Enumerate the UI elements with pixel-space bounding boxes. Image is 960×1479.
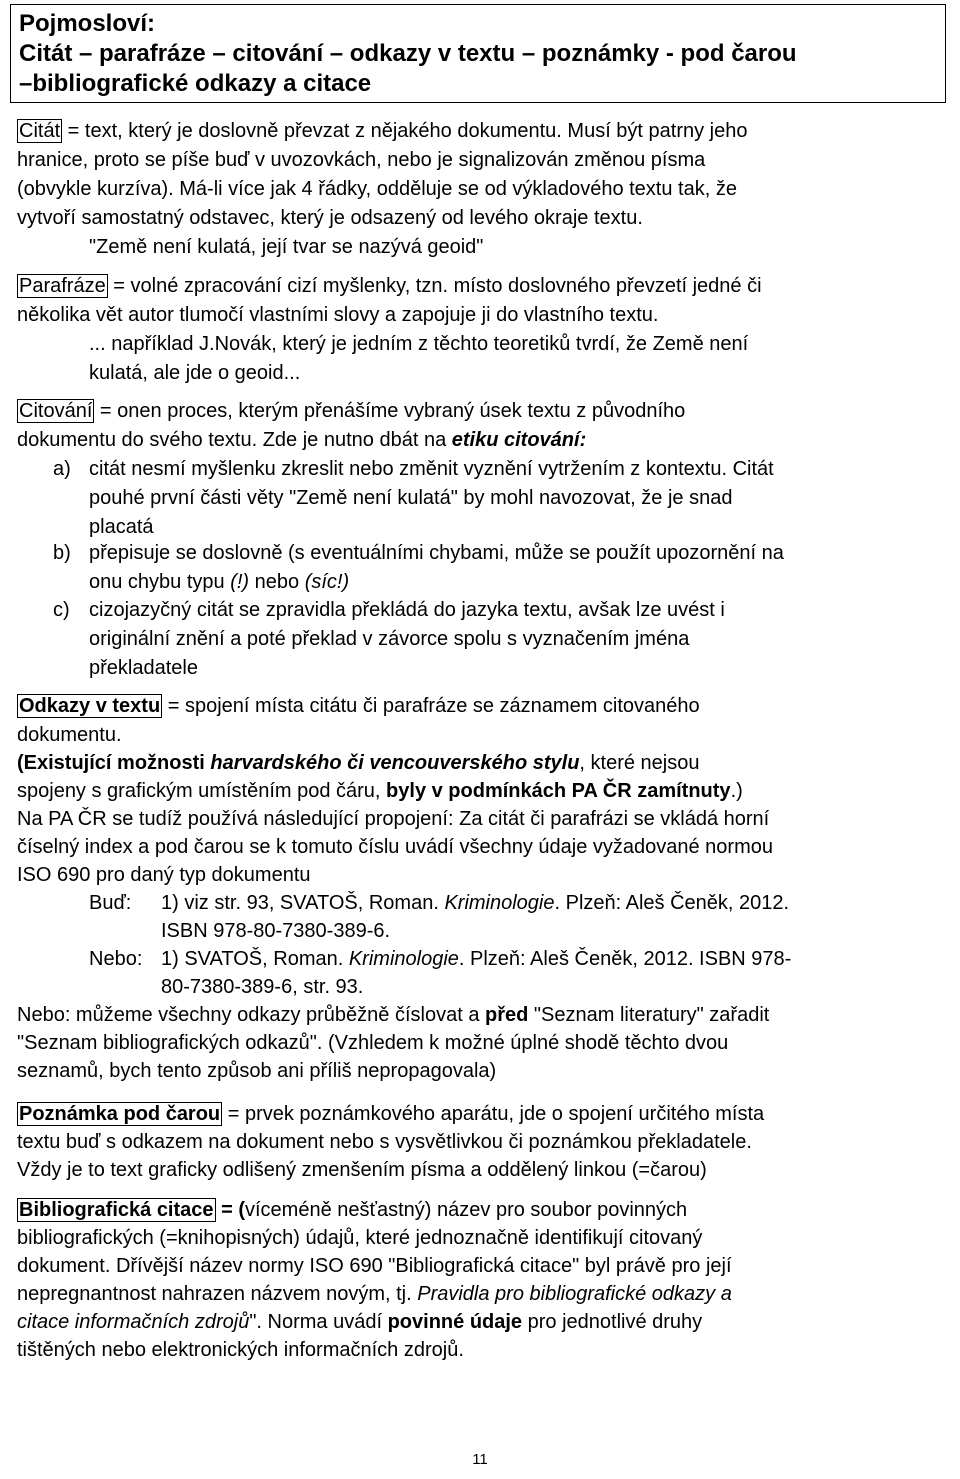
bibl-line-4: nepregnantnost nahrazen názvem novým, tj. Pravidla pro bibliografické odkazy a [17, 1283, 732, 1305]
odkazy-more-2: "Seznam bibliografických odkazů". (Vzhledem k možné úplné shodě těchto dvou [17, 1032, 729, 1054]
item-b-line-2: onu chybu typu (!) nebo (síc!) [89, 571, 350, 593]
list-marker-b: b) [53, 542, 71, 564]
odkazy-line-2: dokumentu. [17, 724, 122, 746]
term-citat: Citát [19, 120, 61, 142]
odkazy-line-1: Odkazy v textu = spojení místa citátu či parafráze se záznamem citovaného [19, 695, 700, 717]
odkazy-more-1: Nebo: můžeme všechny odkazy průběžně číslovat a před "Seznam literatury" zařadit [17, 1004, 770, 1026]
term-parafraze: Parafráze [19, 275, 106, 297]
list-marker-c: c) [53, 599, 70, 621]
odkazy-line-6: číselný index a pod čarou se k tomuto číslu uvádí všechny údaje vyžadované normou [17, 836, 773, 858]
poznamka-line-3: Vždy je to text graficky odlišený zmenšením písma a oddělený linkou (=čarou) [17, 1159, 707, 1181]
title-box [10, 4, 946, 103]
bud-label: Buď: [89, 892, 132, 914]
term-odkazy: Odkazy v textu [19, 695, 161, 717]
citovani-line-1: Citování = onen proces, kterým přenášíme vybraný úsek textu z původního [19, 400, 686, 422]
nebo-label: Nebo: [89, 948, 143, 970]
odkazy-more-3: seznamů, bych tento způsob ani příliš nepropagovala) [17, 1060, 497, 1082]
bibl-line-3: dokument. Dřívější název normy ISO 690 "Bibliografická citace" byl právě pro její [17, 1255, 732, 1277]
item-c-line-3: překladatele [89, 657, 198, 679]
list-marker-a: a) [53, 458, 71, 480]
citat-line-1: Citát = text, který je doslovně převzat z nějakého dokumentu. Musí být patrny jeho [19, 120, 748, 142]
parafraze-line-2: několika vět autor tlumočí vlastními slovy a zapojuje ji do vlastního textu. [17, 304, 659, 326]
citovani-line-2: dokumentu do svého textu. Zde je nutno dbát na etiku citování: [17, 429, 587, 451]
bud-line-2: ISBN 978-80-7380-389-6. [161, 920, 391, 942]
item-a-line-1: citát nesmí myšlenku zkreslit nebo změnit vyznění vytržením z kontextu. Citát [89, 458, 774, 480]
item-a-line-3: placatá [89, 516, 154, 538]
bibl-line-1: Bibliografická citace = (víceméně nešťastný) název pro soubor povinných [19, 1199, 688, 1221]
poznamka-line-2: textu buď s odkazem na dokument nebo s vysvětlivkou či poznámkou překladatele. [17, 1131, 752, 1153]
parafraze-line-1: Parafráze = volné zpracování cizí myšlenky, tzn. místo doslovného převzetí jedné či [19, 275, 762, 297]
nebo-line-1: 1) SVATOŠ, Roman. Kriminologie. Plzeň: Aleš Čeněk, 2012. ISBN 978- [161, 948, 792, 970]
odkazy-line-3: (Existující možnosti harvardského či vencouverského stylu, které nejsou [17, 752, 700, 774]
title-line-1: Pojmosloví: [19, 10, 156, 37]
citat-line-3: (obvykle kurzíva). Má-li více jak 4 řádky, odděluje se od výkladového textu tak, že [17, 178, 737, 200]
title-line-2: Citát – parafráze – citování – odkazy v textu – poznámky - pod čarou [19, 40, 797, 67]
item-c-line-1: cizojazyčný citát se zpravidla překládá do jazyka textu, avšak lze uvést i [89, 599, 725, 621]
term-poznamka: Poznámka pod čarou [19, 1103, 221, 1125]
parafraze-example-1: ... například J.Novák, který je jedním z těchto teoretiků tvrdí, že Země není [89, 333, 749, 355]
poznamka-line-1: Poznámka pod čarou = prvek poznámkového aparátu, jde o spojení určitého místa [19, 1103, 765, 1125]
bibl-line-2: bibliografických (=knihopisných) údajů, které jednoznačně identifikují citovaný [17, 1227, 703, 1249]
odkazy-line-7: ISO 690 pro daný typ dokumentu [17, 864, 311, 886]
title-line-3: –bibliografické odkazy a citace [19, 70, 372, 97]
item-c-line-2: originální znění a poté překlad v závorce spolu s vyznačením jména [89, 628, 690, 650]
odkazy-line-4: spojeny s grafickým umístěním pod čáru, byly v podmínkách PA ČR zamítnuty.) [17, 780, 743, 802]
bud-line-1: 1) viz str. 93, SVATOŠ, Roman. Kriminologie. Plzeň: Aleš Čeněk, 2012. [161, 892, 790, 914]
item-b-line-1: přepisuje se doslovně (s eventuálními chybami, může se použít upozornění na [89, 542, 784, 564]
citat-line-2: hranice, proto se píše buď v uvozovkách, nebo je signalizován změnou písma [17, 149, 706, 171]
page-number: 11 [472, 1451, 488, 1468]
citat-example: "Země není kulatá, její tvar se nazývá geoid" [89, 236, 484, 258]
parafraze-example-2: kulatá, ale jde o geoid... [89, 362, 301, 384]
citat-line-4: vytvoří samostatný odstavec, který je odsazený od levého okraje textu. [17, 207, 643, 229]
term-citovani: Citování [19, 400, 93, 422]
odkazy-line-5: Na PA ČR se tudíž používá následující propojení: Za citát či parafrázi se vkládá horní [17, 808, 770, 830]
etika-citovani: etiku citování: [451, 429, 587, 451]
nebo-line-2: 80-7380-389-6, str. 93. [161, 976, 364, 998]
bibl-line-6: tištěných nebo elektronických informačních zdrojů. [17, 1339, 464, 1361]
item-a-line-2: pouhé první části věty "Země není kulatá" by mohl navozovat, že je snad [89, 487, 733, 509]
bibl-line-5: citace informačních zdrojů". Norma uvádí povinné údaje pro jednotlivé druhy [17, 1311, 703, 1333]
term-bibl: Bibliografická citace [19, 1199, 214, 1221]
